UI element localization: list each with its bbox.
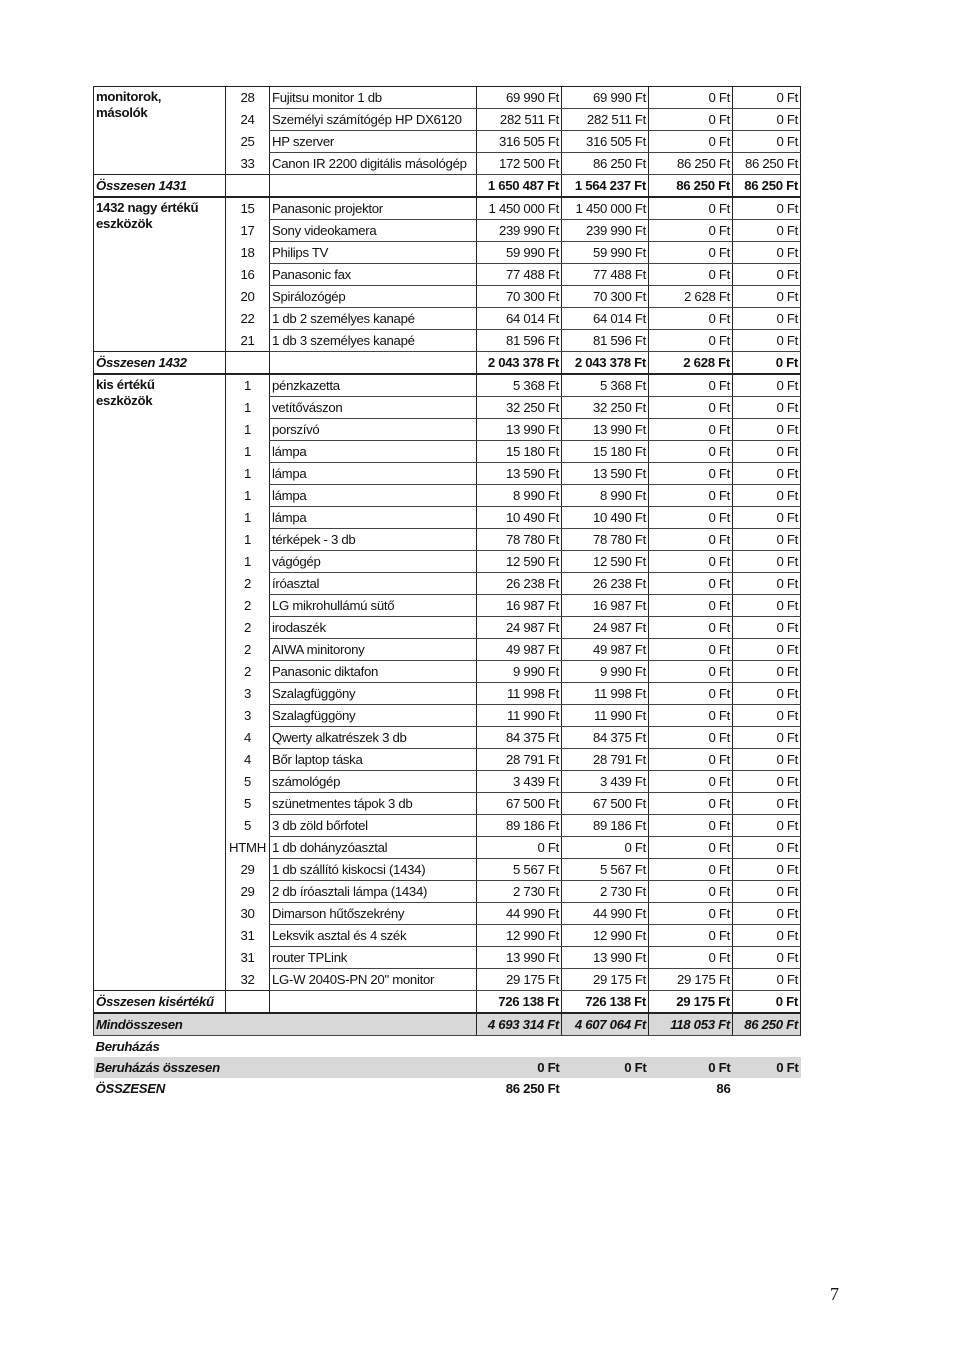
gross-value: 24 987 Ft [477,617,562,639]
item-name: Panasonic projektor [270,197,477,220]
year-end-value: 0 Ft [733,286,801,308]
inventory-number: 4 [243,752,252,767]
beruhazas-total-row [94,1057,801,1078]
gross-value: 239 990 Ft [477,220,562,242]
section-total-row [94,352,801,375]
empty-cell [270,991,477,1014]
beruhazas-total-row-value: 0 Ft [649,1057,733,1078]
depreciation-value: 77 488 Ft [562,264,649,286]
beruhazas-total-row-value: 0 Ft [733,1057,801,1078]
net-value: 0 Ft [649,947,733,969]
empty-cell [226,175,270,198]
year-end-value: 0 Ft [733,617,801,639]
net-value: 0 Ft [649,551,733,573]
net-value: 0 Ft [649,131,733,153]
gross-value: 59 990 Ft [477,242,562,264]
page-number: 7 [830,1284,839,1304]
depreciation-value: 13 990 Ft [562,947,649,969]
year-end-value: 0 Ft [733,969,801,991]
net-value: 0 Ft [649,793,733,815]
year-end-value: 0 Ft [733,903,801,925]
inventory-number: 4 [243,730,252,745]
inventory-number: 25 [240,134,255,149]
net-value: 0 Ft [649,397,733,419]
depreciation-value: 11 990 Ft [562,705,649,727]
inventory-number: 1 [243,378,252,394]
depreciation-value: 316 505 Ft [562,131,649,153]
gross-value: 5 368 Ft [477,374,562,397]
net-value: 0 Ft [649,374,733,397]
item-name: pénzkazetta [270,374,477,397]
item-name: Szalagfüggöny [270,705,477,727]
depreciation-value: 81 596 Ft [562,330,649,352]
depreciation-value: 78 780 Ft [562,529,649,551]
net-value: 0 Ft [649,573,733,595]
inventory-number: 1 [243,488,252,503]
depreciation-value: 239 990 Ft [562,220,649,242]
net-value: 0 Ft [649,330,733,352]
year-end-value: 0 Ft [733,815,801,837]
total-gross: 1 650 487 Ft [477,175,562,198]
beruhazas-row-label: Beruházás [95,1039,160,1054]
net-value: 0 Ft [649,617,733,639]
depreciation-value: 0 Ft [562,837,649,859]
category-label [94,197,226,352]
empty-cell [733,1078,801,1099]
gross-value: 81 596 Ft [477,330,562,352]
year-end-value: 0 Ft [733,705,801,727]
year-end-value: 0 Ft [733,837,801,859]
net-value: 0 Ft [649,727,733,749]
year-end-value: 0 Ft [733,859,801,881]
year-end-value: 0 Ft [733,264,801,286]
depreciation-value: 13 590 Ft [562,463,649,485]
gross-value: 67 500 Ft [477,793,562,815]
item-name: 1 db 2 személyes kanapé [270,308,477,330]
depreciation-value: 44 990 Ft [562,903,649,925]
year-end-value: 0 Ft [733,87,801,109]
table-row [94,197,801,220]
depreciation-value: 24 987 Ft [562,617,649,639]
gross-value: 3 439 Ft [477,771,562,793]
item-name: lámpa [270,463,477,485]
table-row [94,374,801,397]
year-end-value: 0 Ft [733,374,801,397]
gross-value: 9 990 Ft [477,661,562,683]
inventory-number: 21 [240,332,255,348]
depreciation-value: 49 987 Ft [562,639,649,661]
inventory-number: 2 [243,598,252,613]
empty-cell [733,1036,801,1058]
item-name: lámpa [270,441,477,463]
net-value: 0 Ft [649,683,733,705]
net-value: 0 Ft [649,639,733,661]
total-net: 86 250 Ft [649,175,733,198]
item-name: Leksvik asztal és 4 szék [270,925,477,947]
net-value: 0 Ft [649,881,733,903]
item-name: vágógép [270,551,477,573]
category-line: 1432 nagy értékű [96,200,199,215]
total-gross: 2 043 378 Ft [477,352,562,375]
year-end-value: 0 Ft [733,308,801,330]
depreciation-value: 32 250 Ft [562,397,649,419]
gross-value: 13 590 Ft [477,463,562,485]
item-name: szünetmentes tápok 3 db [270,793,477,815]
inventory-number: 5 [243,818,252,833]
item-name: AIWA minitorony [270,639,477,661]
net-value: 0 Ft [649,308,733,330]
depreciation-value: 10 490 Ft [562,507,649,529]
gross-value: 49 987 Ft [477,639,562,661]
item-name: térképek - 3 db [270,529,477,551]
beruhazas-row [94,1036,801,1058]
inventory-number: 32 [240,971,255,987]
asset-table [93,86,801,1099]
inventory-number: 5 [243,796,252,811]
net-value: 0 Ft [649,197,733,220]
item-name: lámpa [270,485,477,507]
empty-cell [562,1036,649,1058]
gross-value: 11 990 Ft [477,705,562,727]
item-name: porszívó [270,419,477,441]
section-total-label: Összesen kisértékű [94,991,226,1014]
year-end-value: 0 Ft [733,947,801,969]
item-name: Canon IR 2200 digitális másológép [270,153,477,175]
gross-value: 13 990 Ft [477,419,562,441]
net-value: 0 Ft [649,661,733,683]
inventory-number: 2 [243,664,252,679]
item-name: Qwerty alkatrészek 3 db [270,727,477,749]
net-value: 0 Ft [649,595,733,617]
inventory-number: 18 [240,245,255,260]
depreciation-value: 3 439 Ft [562,771,649,793]
section-total-label: Összesen 1431 [94,175,226,198]
depreciation-value: 70 300 Ft [562,286,649,308]
gross-value: 10 490 Ft [477,507,562,529]
depreciation-value: 29 175 Ft [562,969,649,991]
year-end-value: 0 Ft [733,441,801,463]
inventory-number: 24 [240,112,255,127]
depreciation-value: 11 998 Ft [562,683,649,705]
gross-value: 26 238 Ft [477,573,562,595]
category-line: eszközök [96,216,153,231]
inventory-number: 29 [240,862,255,877]
inventory-number: 2 [243,576,252,591]
inventory-number: 1 [243,510,252,525]
year-end-value: 0 Ft [733,727,801,749]
item-name: Spirálozógép [270,286,477,308]
item-name: 3 db zöld bőrfotel [270,815,477,837]
depreciation-value: 15 180 Ft [562,441,649,463]
total-gross: 726 138 Ft [477,991,562,1014]
net-value: 0 Ft [649,859,733,881]
category-line: monitorok, [96,89,162,104]
inventory-number: 3 [243,708,252,723]
grand-total-row [94,1013,801,1036]
item-name: Szalagfüggöny [270,683,477,705]
osszesen-row-value: 86 [716,1081,731,1096]
depreciation-value: 59 990 Ft [562,242,649,264]
category-label [94,374,226,991]
depreciation-value: 2 730 Ft [562,881,649,903]
depreciation-value: 5 567 Ft [562,859,649,881]
gross-value: 11 998 Ft [477,683,562,705]
category-line: eszközök [96,393,153,408]
inventory-number: 5 [243,774,252,789]
net-value: 0 Ft [649,705,733,727]
inventory-number: HTMH [229,840,266,855]
net-value: 86 250 Ft [649,153,733,175]
section-total-row [94,991,801,1014]
year-end-value: 0 Ft [733,771,801,793]
depreciation-value: 86 250 Ft [562,153,649,175]
gross-value: 44 990 Ft [477,903,562,925]
year-end-value: 0 Ft [733,485,801,507]
year-end-value: 0 Ft [733,330,801,352]
item-name: vetítővászon [270,397,477,419]
grand-total-row-value: 86 250 Ft [733,1013,801,1036]
depreciation-value: 9 990 Ft [562,661,649,683]
inventory-number: 1 [243,422,252,437]
inventory-number: 1 [243,400,252,415]
inventory-number: 28 [226,87,270,109]
depreciation-value: 64 014 Ft [562,308,649,330]
empty-cell [270,352,477,375]
year-end-value: 86 250 Ft [733,153,801,175]
gross-value: 78 780 Ft [477,529,562,551]
total-net: 29 175 Ft [649,991,733,1014]
inventory-number: 29 [240,884,255,899]
gross-value: 64 014 Ft [477,308,562,330]
empty-cell [562,1078,649,1099]
year-end-value: 0 Ft [733,573,801,595]
empty-cell [226,991,270,1014]
inventory-number: 31 [240,928,255,943]
year-end-value: 0 Ft [733,881,801,903]
net-value: 0 Ft [649,109,733,131]
inventory-number: 22 [240,311,255,326]
year-end-value: 0 Ft [733,639,801,661]
net-value: 0 Ft [649,815,733,837]
net-value: 0 Ft [649,485,733,507]
depreciation-value: 5 368 Ft [562,374,649,397]
item-name: számológép [270,771,477,793]
gross-value: 13 990 Ft [477,947,562,969]
net-value: 0 Ft [649,771,733,793]
inventory-number: 1 [243,466,252,481]
depreciation-value: 12 590 Ft [562,551,649,573]
empty-cell [226,352,270,375]
total-year-end: 86 250 Ft [733,175,801,198]
gross-value: 29 175 Ft [477,969,562,991]
depreciation-value: 89 186 Ft [562,815,649,837]
depreciation-value: 12 990 Ft [562,925,649,947]
year-end-value: 0 Ft [733,925,801,947]
depreciation-value: 84 375 Ft [562,727,649,749]
total-year-end: 0 Ft [733,991,801,1014]
item-name: 1 db 3 személyes kanapé [270,330,477,352]
gross-value: 15 180 Ft [477,441,562,463]
net-value: 0 Ft [649,837,733,859]
gross-value: 282 511 Ft [477,109,562,131]
item-name: Dimarson hűtőszekrény [270,903,477,925]
inventory-number: 30 [240,906,255,921]
item-name: 1 db dohányzóasztal [270,837,477,859]
item-name: Bőr laptop táska [270,749,477,771]
grand-total-row-value: 118 053 Ft [649,1013,733,1036]
grand-total-row-value: 4 607 064 Ft [562,1013,649,1036]
gross-value: 316 505 Ft [477,131,562,153]
item-name: irodaszék [270,617,477,639]
gross-value: 89 186 Ft [477,815,562,837]
depreciation-value: 16 987 Ft [562,595,649,617]
year-end-value: 0 Ft [733,749,801,771]
year-end-value: 0 Ft [733,242,801,264]
item-name: LG-W 2040S-PN 20" monitor [270,969,477,991]
table-row [94,87,801,109]
net-value: 0 Ft [649,903,733,925]
gross-value: 0 Ft [477,837,562,859]
total-net: 2 628 Ft [649,352,733,375]
net-value: 0 Ft [649,507,733,529]
total-depreciation: 1 564 237 Ft [562,175,649,198]
net-value: 2 628 Ft [649,286,733,308]
total-year-end: 0 Ft [733,352,801,375]
year-end-value: 0 Ft [733,463,801,485]
item-name: Philips TV [270,242,477,264]
year-end-value: 0 Ft [733,793,801,815]
depreciation-value: 28 791 Ft [562,749,649,771]
inventory-number: 33 [240,155,255,171]
year-end-value: 0 Ft [733,683,801,705]
inventory-number: 1 [243,554,252,569]
osszesen-row [94,1078,801,1099]
year-end-value: 0 Ft [733,529,801,551]
gross-value: 77 488 Ft [477,264,562,286]
net-value: 0 Ft [649,87,733,109]
total-depreciation: 726 138 Ft [562,991,649,1014]
year-end-value: 0 Ft [733,551,801,573]
item-name: Panasonic diktafon [270,661,477,683]
gross-value: 16 987 Ft [477,595,562,617]
item-name: lámpa [270,507,477,529]
inventory-number: 1 [243,532,252,547]
depreciation-value: 69 990 Ft [562,87,649,109]
net-value: 0 Ft [649,529,733,551]
inventory-number: 3 [243,686,252,701]
section-total-row [94,175,801,198]
depreciation-value: 26 238 Ft [562,573,649,595]
gross-value: 2 730 Ft [477,881,562,903]
item-name: íróasztal [270,573,477,595]
grand-total-row-label: Mindösszesen [94,1013,477,1036]
item-name: router TPLink [270,947,477,969]
year-end-value: 0 Ft [733,507,801,529]
item-name: Fujitsu monitor 1 db [270,87,477,109]
gross-value: 32 250 Ft [477,397,562,419]
year-end-value: 0 Ft [733,595,801,617]
section-total-label: Összesen 1432 [94,352,226,375]
net-value: 0 Ft [649,220,733,242]
beruhazas-total-row-value: 0 Ft [562,1057,649,1078]
item-name: 1 db szállító kiskocsi (1434) [270,859,477,881]
item-name: 2 db íróasztali lámpa (1434) [270,881,477,903]
beruhazas-total-row-label: Beruházás összesen [94,1057,477,1078]
gross-value: 70 300 Ft [477,286,562,308]
gross-value: 12 590 Ft [477,551,562,573]
category-line: másolók [96,105,148,120]
gross-value: 69 990 Ft [477,87,562,109]
year-end-value: 0 Ft [733,419,801,441]
depreciation-value: 13 990 Ft [562,419,649,441]
year-end-value: 0 Ft [733,197,801,220]
net-value: 0 Ft [649,925,733,947]
depreciation-value: 1 450 000 Ft [562,197,649,220]
inventory-number: 15 [240,201,255,217]
year-end-value: 0 Ft [733,661,801,683]
gross-value: 1 450 000 Ft [477,197,562,220]
item-name: Személyi számítógép HP DX6120 [270,109,477,131]
item-name: LG mikrohullámú sütő [270,595,477,617]
inventory-number: 17 [240,223,255,238]
depreciation-value: 67 500 Ft [562,793,649,815]
gross-value: 12 990 Ft [477,925,562,947]
inventory-number: 20 [240,289,255,304]
inventory-number: 31 [240,950,255,965]
gross-value: 28 791 Ft [477,749,562,771]
item-name: Sony videokamera [270,220,477,242]
net-value: 0 Ft [649,749,733,771]
net-value: 0 Ft [649,242,733,264]
grand-total-row-value: 4 693 314 Ft [477,1013,562,1036]
inventory-number: 2 [243,642,252,657]
depreciation-value: 8 990 Ft [562,485,649,507]
category-line: kis értékű [96,377,155,392]
net-value: 0 Ft [649,441,733,463]
empty-cell [477,1036,562,1058]
item-name: Panasonic fax [270,264,477,286]
item-name: HP szerver [270,131,477,153]
year-end-value: 0 Ft [733,397,801,419]
gross-value: 84 375 Ft [477,727,562,749]
year-end-value: 0 Ft [733,220,801,242]
category-label [94,87,226,175]
osszesen-row-label: ÖSSZESEN [95,1081,165,1096]
inventory-number: 16 [240,267,255,282]
gross-value: 5 567 Ft [477,859,562,881]
empty-cell [270,175,477,198]
gross-value: 8 990 Ft [477,485,562,507]
osszesen-row-value: 86 250 Ft [505,1081,560,1096]
net-value: 0 Ft [649,419,733,441]
empty-cell [649,1036,733,1058]
inventory-number: 2 [243,620,252,635]
beruhazas-total-row-value: 0 Ft [477,1057,562,1078]
net-value: 29 175 Ft [649,969,733,991]
inventory-number: 1 [243,444,252,459]
net-value: 0 Ft [649,463,733,485]
gross-value: 172 500 Ft [477,153,562,175]
year-end-value: 0 Ft [733,109,801,131]
depreciation-value: 282 511 Ft [562,109,649,131]
total-depreciation: 2 043 378 Ft [562,352,649,375]
net-value: 0 Ft [649,264,733,286]
year-end-value: 0 Ft [733,131,801,153]
